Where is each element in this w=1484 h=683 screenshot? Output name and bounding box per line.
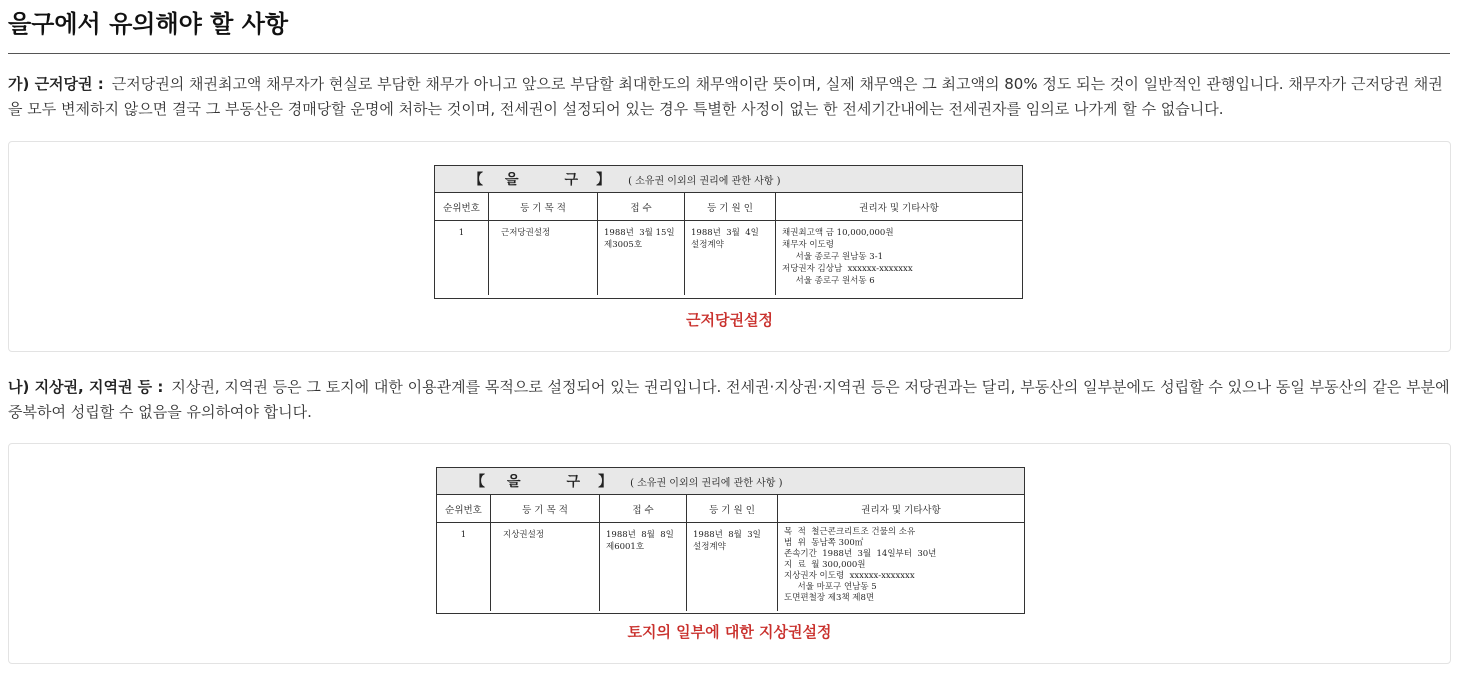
register-2-grid xyxy=(437,495,1024,611)
register-1-details: 채권최고액 금 10,000,000원 채무자 이도령 서울 종로구 원남동 3-1 저당권자 김상남 xxxxxx-xxxxxxx 서울 종로구 원서동 6 xyxy=(782,228,913,286)
register-2-title-b: 구 xyxy=(566,474,581,490)
register-1 xyxy=(434,165,1023,299)
register-1-cause: 1988년 3월 4일 설정계약 xyxy=(685,221,776,295)
section-2-paragraph xyxy=(8,375,1450,425)
section-1-text: 근저당권의 채권최고액 채무자가 현실로 부담한 채무가 아니고 앞으로 부담할 최대한도의 채무액이란 뜻이며, 실제 채무액은 그 최고액의 80% 정도 되는 것이 일반적인 관행입니다. 채무자가 근저당권 채권을 모두 변제하지 않으면 결국 그 부동산은 경매당할 운명에 처하는 것이며, 전세권이 설정되어 있는 경우 특별한 사정이 없는 한 전세기간내에는 전세권자를 임의로 나가게 할 수 없습니다. xyxy=(8,75,1443,118)
section-2-text: 지상권, 지역권 등은 그 토지에 대한 이용관계를 목적으로 설정되어 있는 권리입니다. 전세권·지상권·지역권 등은 저당권과는 달리, 부동산의 일부분에도 성립할 수 있으나 동일 부동산의 같은 부분에 중복하여 성립할 수 없음을 유의하여야 합니다. xyxy=(8,378,1450,421)
register-1-receipt: 1988년 3월 15일 제3005호 xyxy=(598,221,685,295)
register-1-col-details: 권리자 및 기타사항 xyxy=(776,193,1022,221)
register-2-receipt: 1988년 8월 8일 제6001호 xyxy=(600,523,687,611)
section-2-lead: 나) 지상권, 지역권 등 : xyxy=(8,378,164,396)
register-1-col-cause: 등 기 원 인 xyxy=(685,193,776,221)
register-2-header xyxy=(437,468,1024,495)
register-2-col-details: 권리자 및 기타사항 xyxy=(778,495,1024,523)
register-2-col-cause: 등 기 원 인 xyxy=(687,495,778,523)
register-1-col-purpose: 등 기 목 적 xyxy=(489,193,598,221)
section-1-lead: 가) 근저당권 : xyxy=(8,75,104,93)
register-2-col-receipt: 접 수 xyxy=(600,495,687,523)
title-divider xyxy=(8,53,1450,54)
register-1-header xyxy=(435,166,1022,193)
register-1-title-b: 구 xyxy=(564,172,579,188)
register-1-grid xyxy=(435,193,1022,295)
register-2-col-rank: 순위번호 xyxy=(437,495,491,523)
register-1-subtitle: ( 소유권 이외의 권리에 관한 사항 ) xyxy=(628,175,781,187)
section-2-caption: 토지의 일부에 대한 지상권설정 xyxy=(627,623,832,641)
register-1-bracket-close: 】 xyxy=(596,172,611,188)
register-2-cause: 1988년 8월 3일 설정계약 xyxy=(687,523,778,611)
register-2-bracket-open: 【 xyxy=(471,474,485,490)
section-1-caption: 근저당권설정 xyxy=(686,311,773,329)
register-1-rank: 1 xyxy=(435,221,489,295)
register-1-purpose: 근저당권설정 xyxy=(489,221,598,295)
section-1-paragraph xyxy=(8,72,1450,122)
register-2-title-a: 을 xyxy=(507,474,521,490)
register-2-subtitle: ( 소유권 이외의 권리에 관한 사항 ) xyxy=(630,477,783,489)
register-2-purpose: 지상권설정 xyxy=(491,523,600,611)
section-1-figure-box xyxy=(8,141,1451,352)
register-2-col-purpose: 등 기 목 적 xyxy=(491,495,600,523)
register-1-col-rank: 순위번호 xyxy=(435,193,489,221)
register-2-rank: 1 xyxy=(437,523,491,611)
page-title: 을구에서 유의해야 할 사항 xyxy=(8,10,289,38)
register-2-details: 목 적 철근콘크리트조 건물의 소유 범 위 동남쪽 300㎡ 존속기간 1988년 3월 14일부터 30년 지 료 월 300,000원 지상권자 이도령 xxxxxx-xxxxxxx 서울 마포구 연남동 5 도면편철장 제3책 제8면 xyxy=(784,527,937,603)
section-2-figure-box xyxy=(8,443,1451,664)
register-1-col-receipt: 접 수 xyxy=(598,193,685,221)
register-1-title-a: 을 xyxy=(505,172,519,188)
register-1-bracket-open: 【 xyxy=(469,172,483,188)
register-2-bracket-close: 】 xyxy=(598,474,613,490)
register-2 xyxy=(436,467,1025,614)
